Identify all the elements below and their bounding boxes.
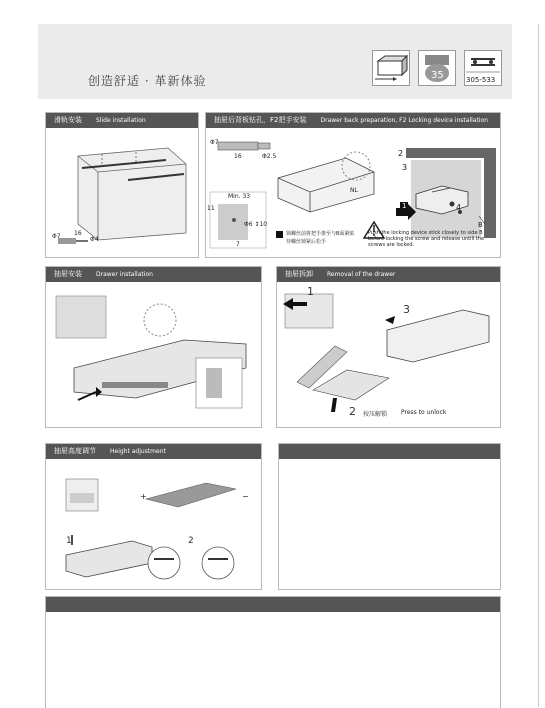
removal-step-3: 3 bbox=[403, 303, 410, 316]
page-edge-line bbox=[538, 24, 539, 707]
step-2-marker: 2 bbox=[398, 149, 404, 158]
slide-dim-16: 16 bbox=[74, 230, 82, 237]
height-step-1: 1 bbox=[66, 536, 72, 546]
empty-panel-bottom-bar bbox=[46, 597, 500, 612]
removal-step-2: 2 bbox=[349, 405, 356, 418]
minus-sign: − bbox=[242, 492, 249, 501]
height-adjustment-title-bar: 抽屉高度调节 Height adjustment bbox=[46, 444, 261, 459]
locking-note-cn: 锁螺丝前将把手推至与B面紧贴待螺丝锁紧后松手 bbox=[286, 231, 355, 245]
drawer-installation-diagram bbox=[46, 282, 261, 426]
removal-panel bbox=[276, 266, 501, 428]
back-dim-d6-10: Φ6 ↕10 bbox=[244, 221, 268, 228]
step-3-marker: 3 bbox=[402, 163, 408, 172]
press-to-unlock-en: Press to unlock bbox=[401, 409, 447, 416]
load-35kg-icon bbox=[418, 50, 456, 86]
back-dim-d2-5: Φ2.5 bbox=[262, 153, 277, 160]
plus-sign: + bbox=[140, 492, 147, 501]
empty-panel-right bbox=[278, 443, 501, 590]
cabinet-slide-diagram bbox=[46, 128, 198, 256]
removal-diagram bbox=[277, 282, 500, 426]
back-dim-min-33: Min. 33 bbox=[228, 193, 251, 200]
empty-panel-bottom bbox=[45, 596, 501, 708]
empty-panel-right-bar bbox=[279, 444, 500, 459]
back-dim-d7: Φ7 bbox=[210, 139, 219, 146]
slogan: 创造舒适 · 革新体验 bbox=[88, 74, 207, 88]
slide-dim-d7: Φ7 bbox=[52, 233, 61, 240]
locking-note-en: Push the locking device stick closely to side B before locking the screw and release untill the screws are locked. bbox=[368, 230, 485, 248]
back-dim-7: 7 bbox=[236, 241, 240, 248]
drawer-installation-title-bar: 抽屉安装 Drawer installation bbox=[46, 267, 261, 282]
svg-text:35: 35 bbox=[431, 70, 444, 81]
removal-title-bar: 抽屉拆卸 Removal of the drawer bbox=[277, 267, 500, 282]
drawer-installation-panel bbox=[45, 266, 262, 428]
drawer-back-panel bbox=[205, 112, 501, 258]
height-adjustment-diagram bbox=[46, 459, 261, 588]
height-adjustment-panel bbox=[45, 443, 262, 590]
slide-installation-title-bar: 滑轨安装 Slide installation bbox=[46, 113, 198, 128]
back-dim-11: 11 bbox=[207, 205, 215, 212]
height-step-2: 2 bbox=[188, 536, 194, 546]
length-range-icon bbox=[464, 50, 502, 86]
drawer-back-title-bar: 抽屉后背板钻孔，F2把手安装 Drawer back preparation, F2 Locking device installation bbox=[206, 113, 500, 128]
note-marker bbox=[276, 231, 283, 238]
side-b-label: B bbox=[478, 221, 483, 229]
slide-dim-d4: Φ4 bbox=[90, 236, 99, 243]
back-dim-nl: NL bbox=[350, 187, 358, 194]
svg-text:305-533: 305-533 bbox=[466, 76, 496, 84]
back-dim-16: 16 bbox=[234, 153, 242, 160]
removal-step-1: 1 bbox=[307, 285, 314, 298]
step-1-marker: 1 bbox=[402, 202, 407, 210]
slide-rail-icon bbox=[372, 50, 410, 86]
step-4-marker: 4 bbox=[456, 203, 462, 212]
slide-installation-panel bbox=[45, 112, 199, 258]
press-to-unlock-cn: 按压解锁 bbox=[363, 411, 388, 418]
